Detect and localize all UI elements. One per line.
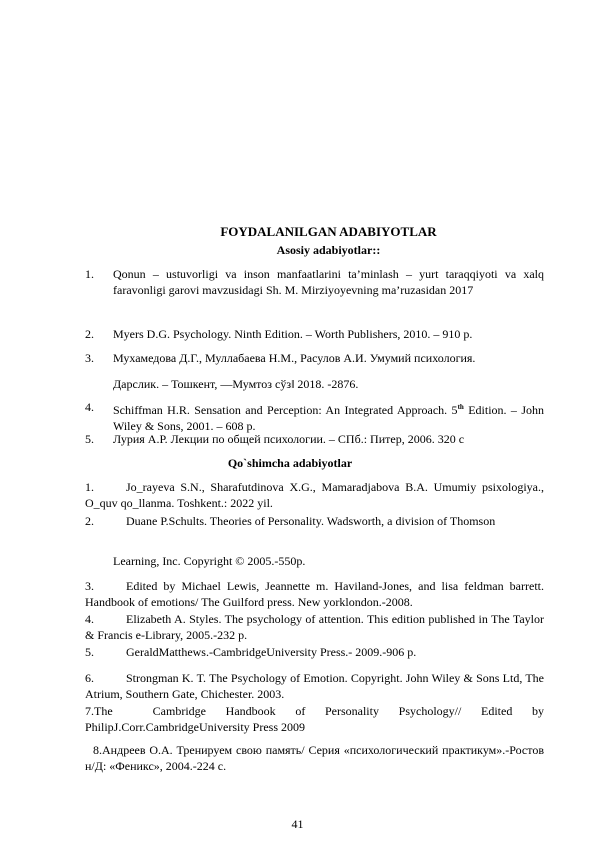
additional-reference-2-continued bbox=[113, 553, 544, 569]
main-references-subtitle: Asosiy adabiyotlar:: bbox=[276, 243, 381, 257]
additional-reference-1 bbox=[85, 479, 544, 511]
reference-number: 2. bbox=[85, 327, 94, 341]
additional-reference-7 bbox=[85, 703, 544, 735]
reference-text: Cambridge Handbook of Personality Psychology// Edited by PhilipJ.Corr.CambridgeUniversity Press 2009 bbox=[85, 704, 544, 734]
reference-text: Learning, Inc. Copyright © 2005.-550p. bbox=[113, 554, 306, 568]
superscript: th bbox=[457, 403, 464, 411]
reference-text: Дарслик. – Тошкент, ―Мумтоз сўз‖ 2018. -2876. bbox=[113, 377, 359, 391]
reference-text-part: Schiffman H.R. Sensation and Perception: An Integrated Approach. 5 bbox=[113, 403, 458, 417]
reference-text: GeraldMatthews.-CambridgeUniversity Press.- 2009.-906 p. bbox=[126, 645, 417, 659]
reference-number: 1. bbox=[85, 480, 94, 494]
additional-reference-3 bbox=[85, 578, 544, 610]
reference-text: Strongman K. T. The Psychology of Emotion. Copyright. John Wiley & Sons Ltd, The Atrium, Southern Gate, Chichester. 2003. bbox=[85, 671, 544, 701]
references-title: FOYDALANILGAN ADABIYOTLAR bbox=[220, 224, 437, 239]
additional-references-subtitle: Qo`shimcha adabiyotlar bbox=[227, 456, 353, 470]
additional-reference-4 bbox=[85, 611, 544, 643]
reference-text: Elizabeth A. Styles. The psychology of attention. This edition published in The Taylor & Francis e-Library, 2005.-232 p. bbox=[85, 612, 544, 642]
reference-text: Андреев О.А. Тренируем свою память/ Серия «психологический практикум».-Ростов н/Д: «Феникс», 2004.-224 с. bbox=[85, 743, 544, 773]
reference-text: Мухамедова Д.Г., Муллабаева Н.М., Расулов А.И. Умумий психология. bbox=[113, 351, 476, 365]
additional-reference-5 bbox=[85, 644, 544, 660]
reference-number: 5. bbox=[85, 645, 94, 659]
reference-text bbox=[113, 399, 544, 434]
main-reference-4 bbox=[85, 399, 544, 434]
reference-text-part: Edition. – John Wiley & Sons, 2001. – 608 p. bbox=[113, 403, 544, 433]
page-number: 41 bbox=[291, 817, 304, 831]
additional-reference-2 bbox=[85, 513, 544, 529]
reference-number: 1. bbox=[85, 267, 94, 281]
reference-number: 7.The bbox=[85, 704, 113, 718]
reference-number: 4. bbox=[85, 400, 94, 414]
reference-number: 6. bbox=[85, 671, 94, 685]
reference-text: Qonun – ustuvorligi va inson manfaatlarini ta’minlash – yurt taraqqiyoti va xalq faravonligi garovi mavzusidagi Sh. M. Mirziyoyevning ma’ruzasidan 2017 bbox=[113, 267, 544, 297]
reference-number: 4. bbox=[85, 612, 94, 626]
main-reference-2 bbox=[85, 326, 544, 342]
main-reference-3 bbox=[85, 350, 544, 366]
reference-number: 2. bbox=[85, 514, 94, 528]
main-reference-3-continued bbox=[85, 376, 544, 392]
reference-text: Duane P.Schults. Theories of Personality. Wadsworth, a division of Thomson bbox=[126, 514, 496, 528]
reference-number: 3. bbox=[85, 579, 94, 593]
reference-number: 8. bbox=[93, 743, 102, 757]
additional-reference-8 bbox=[85, 742, 544, 774]
reference-text: Edited by Michael Lewis, Jeannette m. Haviland-Jones, and lisa feldman barrett. Handbook of emotions/ The Guilford press. New yorklondon.-2008. bbox=[85, 579, 544, 609]
reference-number: 3. bbox=[85, 351, 94, 365]
main-reference-1 bbox=[85, 266, 544, 298]
reference-text: Jo_rayeva S.N., Sharafutdinova X.G., Mamaradjabova B.A. Umumiy psixologiya., O_quv qo_llanma. Toshkent.: 2022 yil. bbox=[85, 480, 544, 510]
reference-text: Myers D.G. Psychology. Ninth Edition. – Worth Publishers, 2010. – 910 p. bbox=[113, 327, 473, 341]
reference-number: 5. bbox=[85, 432, 94, 446]
additional-reference-6 bbox=[85, 670, 544, 702]
main-reference-5 bbox=[85, 431, 544, 447]
reference-text: Лурия А.Р. Лекции по общей психологии. – СПб.: Питер, 2006. 320 с bbox=[113, 432, 465, 446]
